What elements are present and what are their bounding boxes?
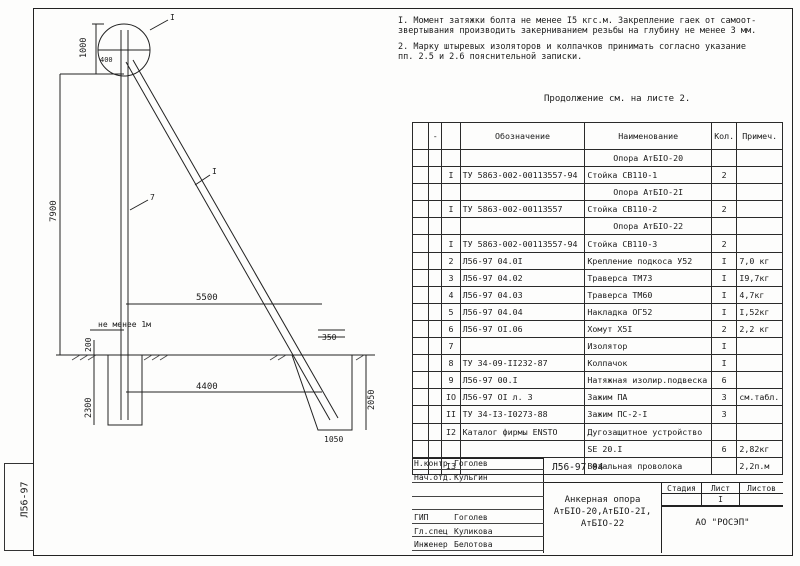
spec-row	[413, 389, 783, 406]
spec-cell-blank	[413, 423, 429, 440]
spec-cell-qty: I	[712, 269, 737, 286]
spec-cell-note	[737, 167, 783, 184]
spec-cell-note	[737, 423, 783, 440]
spec-cell-qty: 2	[712, 320, 737, 337]
spec-cell-name: Дугозащитное устройство	[585, 423, 712, 440]
spec-row	[413, 252, 783, 269]
spec-cell-code: Каталог фирмы ENSTO	[460, 423, 585, 440]
spec-row	[413, 167, 783, 184]
spec-col-blank	[413, 123, 429, 150]
spec-cell-note: I,52кг	[737, 303, 783, 320]
side-stamp	[4, 463, 33, 551]
spec-cell-pos: 4	[442, 286, 460, 303]
spec-cell-note	[737, 355, 783, 372]
spec-cell-note	[737, 406, 783, 423]
spec-cell-note	[737, 338, 783, 355]
spec-row	[413, 440, 783, 457]
title-block-name	[544, 482, 662, 553]
spec-col-pos	[442, 123, 460, 150]
spec-cell-name: Вязальная проволока	[585, 457, 712, 474]
spec-cell-qty: 2	[712, 201, 737, 218]
spec-cell-blank	[413, 184, 429, 201]
dim-7900-text: 7900	[49, 200, 59, 222]
spec-cell-dash	[429, 355, 442, 372]
spec-cell-note	[737, 184, 783, 201]
spec-cell-name: Хомут Х5І	[585, 320, 712, 337]
spec-section-row	[413, 218, 783, 235]
spec-cell-dash	[429, 150, 442, 167]
dim-400-text: 400	[100, 56, 113, 64]
spec-cell-dash	[429, 303, 442, 320]
spec-col-dash: -	[429, 123, 442, 150]
spec-cell-code: ТУ 34-09-II232-87	[460, 355, 585, 372]
spec-cell-note: см.табл.	[737, 389, 783, 406]
spec-row	[413, 423, 783, 440]
spec-cell-dash	[429, 235, 442, 252]
dim-4400-text: 4400	[196, 382, 218, 392]
signature-row	[412, 540, 544, 551]
spec-cell-dash	[429, 218, 442, 235]
stage-value	[662, 494, 702, 506]
spec-row	[413, 303, 783, 320]
spec-row	[413, 406, 783, 423]
title-block	[412, 458, 783, 553]
spec-cell-code	[460, 440, 585, 457]
spec-cell-note: 2,2п.м	[737, 457, 783, 474]
spec-cell-code	[460, 150, 585, 167]
spec-cell-qty: 2	[712, 167, 737, 184]
signature-row	[412, 459, 544, 470]
signature-row	[412, 527, 544, 538]
spec-cell-pos: I	[442, 201, 460, 218]
spec-cell-name: Траверса ТМ60	[585, 286, 712, 303]
spec-cell-blank	[413, 201, 429, 218]
spec-cell-name: Опора АтБІО-22	[585, 218, 712, 235]
spec-cell-name: Траверса ТМ73	[585, 269, 712, 286]
dim-350-text: 350	[322, 333, 337, 342]
spec-row	[413, 320, 783, 337]
spec-cell-blank	[413, 389, 429, 406]
spec-cell-pos	[442, 150, 460, 167]
spec-cell-qty: 3	[712, 406, 737, 423]
label-pos-7: 7	[150, 193, 155, 202]
spec-cell-qty: I	[712, 303, 737, 320]
spec-cell-pos	[442, 218, 460, 235]
sheets-value	[740, 494, 783, 506]
spec-cell-blank	[413, 150, 429, 167]
spec-row	[413, 201, 783, 218]
title-name-line-3: АтБІО-22	[580, 519, 625, 529]
spec-cell-pos: I	[442, 235, 460, 252]
dim-5500-text: 5500	[196, 293, 218, 303]
note-1-cont: звертывания производить закерниванием резьбы на глубину не менее 3 мм.	[398, 26, 757, 36]
spec-cell-note	[737, 201, 783, 218]
spec-cell-note	[737, 218, 783, 235]
spec-cell-name: SE 20.I	[585, 440, 712, 457]
spec-cell-pos	[442, 184, 460, 201]
spec-cell-name: Стойка СВ110-3	[585, 235, 712, 252]
signature-row	[412, 500, 544, 511]
spec-cell-blank	[413, 406, 429, 423]
spec-table	[412, 122, 783, 475]
spec-row	[413, 235, 783, 252]
spec-cell-note: 2,2 кг	[737, 320, 783, 337]
dim-2050-text: 2050	[367, 389, 377, 410]
spec-cell-blank	[413, 440, 429, 457]
spec-cell-code: Л56-97 04.03	[460, 286, 585, 303]
spec-cell-pos: 8	[442, 355, 460, 372]
spec-cell-dash	[429, 440, 442, 457]
spec-cell-qty: 6	[712, 440, 737, 457]
spec-cell-code: ТУ 5863-002-00113557-94	[460, 235, 585, 252]
spec-cell-dash	[429, 423, 442, 440]
signature-role: Инженер	[414, 540, 448, 549]
spec-cell-dash	[429, 320, 442, 337]
spec-cell-pos: 6	[442, 320, 460, 337]
spec-cell-qty: 3	[712, 389, 737, 406]
note-2-cont: пп. 2.5 и 2.6 пояснительной записки.	[398, 52, 583, 62]
spec-cell-code: ТУ 5863-002-00113557-94	[460, 167, 585, 184]
strut-line-2	[133, 60, 338, 418]
spec-row	[413, 338, 783, 355]
signature-role: Н.контр	[414, 459, 448, 468]
spec-cell-qty: I	[712, 252, 737, 269]
spec-cell-name: Крепление подкоса У52	[585, 252, 712, 269]
dim-200-text: 200	[84, 337, 93, 352]
spec-cell-dash	[429, 269, 442, 286]
spec-cell-blank	[413, 235, 429, 252]
spec-cell-note	[737, 372, 783, 389]
spec-cell-note	[737, 150, 783, 167]
sheet-number: I	[702, 494, 740, 506]
spec-cell-pos: IO	[442, 389, 460, 406]
signature-name: Кульгин	[454, 472, 488, 482]
spec-cell-dash	[429, 252, 442, 269]
spec-cell-name: Зажим ПА	[585, 389, 712, 406]
spec-cell-name: Зажим ПС-2-I	[585, 406, 712, 423]
spec-cell-name: Колпачок	[585, 355, 712, 372]
spec-cell-code: Л56-97 04.02	[460, 269, 585, 286]
signature-role: Гл.спец	[414, 526, 448, 536]
signature-role: Нач.отд.	[414, 472, 453, 482]
spec-cell-blank	[413, 269, 429, 286]
spec-cell-qty: I	[712, 286, 737, 303]
signature-role: ГИП	[414, 513, 429, 522]
spec-row	[413, 269, 783, 286]
spec-cell-pos: II	[442, 406, 460, 423]
signature-row	[412, 486, 544, 497]
spec-cell-dash	[429, 201, 442, 218]
signature-row	[412, 473, 544, 484]
note-1: I. Момент затяжки болта не менее I5 кгс.м. Закрепление гаек от самоот-	[398, 16, 757, 26]
signature-row	[412, 513, 544, 524]
title-block-signatures	[412, 458, 544, 553]
pole-pit	[108, 355, 142, 425]
spec-section-row	[413, 184, 783, 201]
signature-name: Гоголев	[454, 513, 488, 522]
spec-cell-blank	[413, 286, 429, 303]
spec-cell-pos: I3	[442, 457, 460, 474]
pole-drawing	[0, 0, 400, 470]
organization: АО "РОСЭП"	[662, 506, 783, 553]
spec-cell-qty: 2	[712, 235, 737, 252]
stage-header: Стадия	[662, 482, 702, 494]
spec-cell-code: ТУ 5863-002-00113557	[460, 201, 585, 218]
dim-2300-text: 2300	[84, 397, 94, 418]
spec-col-qty: Кол.	[712, 123, 737, 150]
spec-col-name: Наименование	[585, 123, 712, 150]
spec-cell-blank	[413, 303, 429, 320]
spec-cell-name: Натяжная изолир.подвеска	[585, 372, 712, 389]
spec-col-note: Примеч.	[737, 123, 783, 150]
spec-cell-dash	[429, 338, 442, 355]
spec-cell-blank	[413, 355, 429, 372]
continued-note: Продолжение см. на листе 2.	[544, 94, 691, 104]
spec-cell-code: Л56-97 OI.06	[460, 320, 585, 337]
spec-cell-qty: I	[712, 338, 737, 355]
spec-cell-pos: 5	[442, 303, 460, 320]
spec-cell-name: Стойка СВ110-2	[585, 201, 712, 218]
spec-cell-code	[460, 338, 585, 355]
dim-1000-text: 1000	[79, 37, 89, 58]
dim-1050-text: 1050	[324, 435, 344, 444]
title-name-line-2: АтБІО-20,АтБІО-2І,	[553, 507, 652, 517]
spec-cell-qty: I	[712, 355, 737, 372]
spec-cell-name: Стойка СВ110-1	[585, 167, 712, 184]
signature-name: Гоголев	[454, 459, 488, 468]
spec-cell-dash	[429, 406, 442, 423]
spec-cell-dash	[429, 372, 442, 389]
spec-cell-code: ТУ 34-I3-I0273-88	[460, 406, 585, 423]
strut-line-1	[126, 62, 330, 420]
signature-name: Куликова	[454, 526, 493, 536]
spec-cell-pos: I2	[442, 423, 460, 440]
spec-row	[413, 286, 783, 303]
spec-cell-qty	[712, 423, 737, 440]
spec-cell-qty	[712, 218, 737, 235]
spec-cell-pos: 2	[442, 252, 460, 269]
spec-section-row	[413, 150, 783, 167]
label-pos-1-top: I	[170, 13, 175, 22]
spec-table-header	[413, 123, 783, 150]
spec-cell-dash	[429, 167, 442, 184]
spec-cell-note: 7,0 кг	[737, 252, 783, 269]
label-pos-1-strut: I	[212, 167, 217, 176]
sheets-header: Листов	[740, 482, 783, 494]
spec-row	[413, 372, 783, 389]
spec-cell-blank	[413, 338, 429, 355]
spec-cell-pos	[442, 440, 460, 457]
spec-cell-name: Изолятор	[585, 338, 712, 355]
spec-cell-name: Опора АтБІО-2І	[585, 184, 712, 201]
title-name-line-1: Анкерная опора	[564, 495, 641, 505]
spec-cell-qty: 6	[712, 372, 737, 389]
spec-cell-dash	[429, 184, 442, 201]
spec-cell-pos: 9	[442, 372, 460, 389]
spec-cell-dash	[429, 286, 442, 303]
spec-cell-code: Л56-97 04.04	[460, 303, 585, 320]
spec-cell-code: Л56-97 OI л. 3	[460, 389, 585, 406]
spec-cell-code	[460, 184, 585, 201]
spec-cell-pos: 7	[442, 338, 460, 355]
spec-row	[413, 355, 783, 372]
label-min1m: не менее 1м	[98, 320, 151, 329]
spec-cell-pos: I	[442, 167, 460, 184]
spec-cell-code	[460, 218, 585, 235]
spec-cell-note: 4,7кг	[737, 286, 783, 303]
spec-cell-note: I9,7кг	[737, 269, 783, 286]
spec-cell-qty	[712, 150, 737, 167]
spec-cell-note	[737, 235, 783, 252]
spec-cell-name: Накладка ОГ52	[585, 303, 712, 320]
spec-cell-blank	[413, 372, 429, 389]
spec-cell-blank	[413, 167, 429, 184]
title-block-code: Л56-97 04	[552, 462, 604, 473]
spec-col-code: Обозначение	[460, 123, 585, 150]
side-stamp-code: Л56-97	[19, 481, 31, 518]
spec-cell-code: Л56-97 00.I	[460, 372, 585, 389]
signature-name: Белотова	[454, 540, 493, 549]
sheet-header: Лист	[702, 482, 740, 494]
spec-cell-note: 2,82кг	[737, 440, 783, 457]
note-2: 2. Марку штыревых изоляторов и колпачков принимать согласно указание	[398, 42, 746, 52]
spec-cell-pos: 3	[442, 269, 460, 286]
spec-cell-name: Опора АтБІО-20	[585, 150, 712, 167]
spec-cell-qty	[712, 184, 737, 201]
spec-cell-blank	[413, 218, 429, 235]
spec-cell-blank	[413, 252, 429, 269]
spec-cell-code: Л56-97 04.0I	[460, 252, 585, 269]
spec-cell-dash	[429, 389, 442, 406]
spec-cell-blank	[413, 320, 429, 337]
